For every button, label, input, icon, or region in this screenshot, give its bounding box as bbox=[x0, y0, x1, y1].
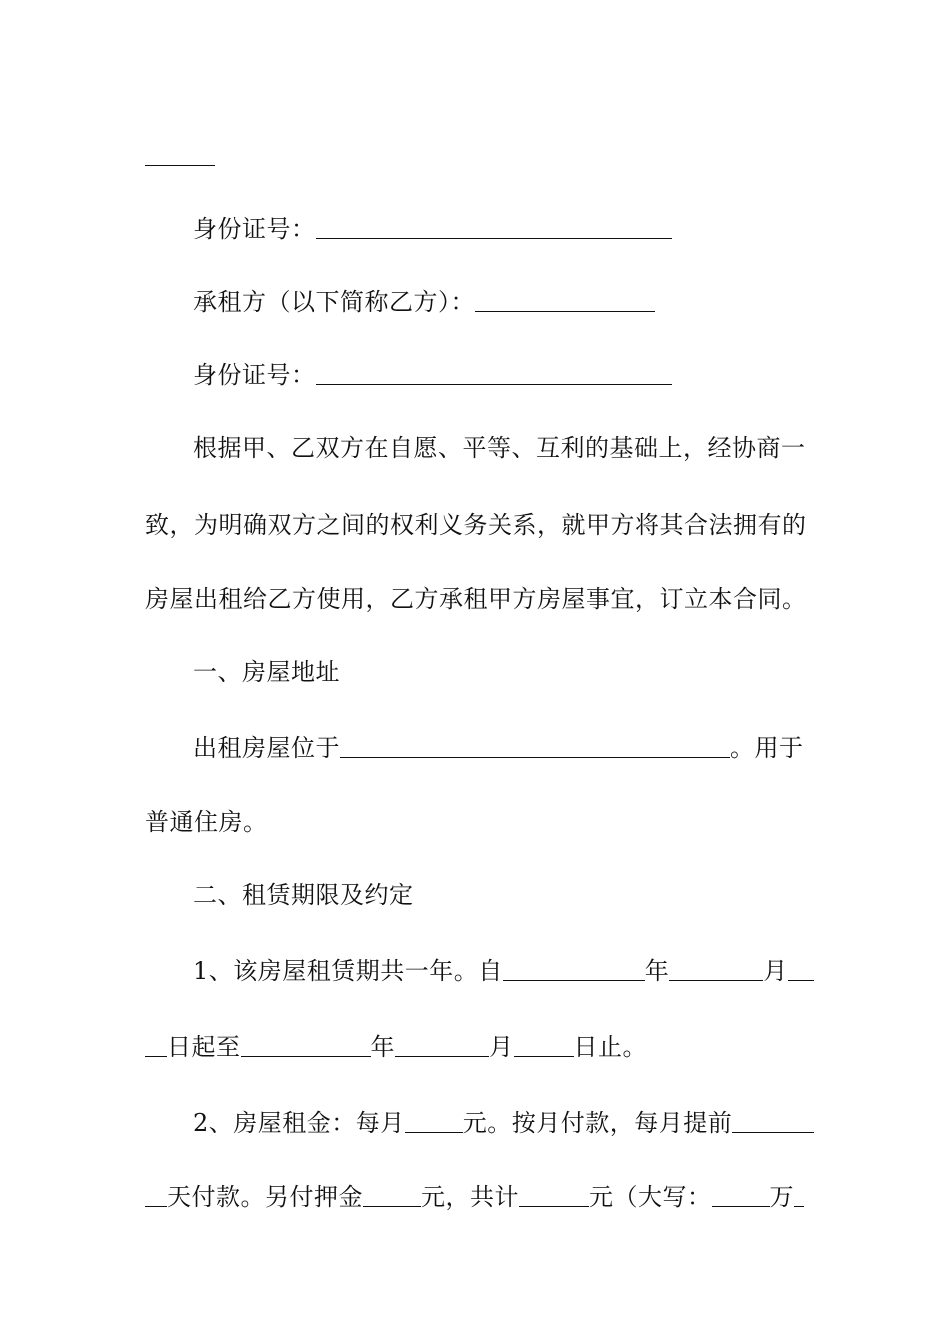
start-day-blank-part2[interactable] bbox=[145, 1034, 167, 1057]
end-year-label: 年 bbox=[370, 1033, 395, 1061]
capital-amount-label: 元（大写： bbox=[589, 1183, 712, 1211]
advance-days-blank-part2[interactable] bbox=[145, 1184, 167, 1207]
blank-field[interactable] bbox=[145, 143, 215, 166]
lessee-id-line bbox=[145, 359, 858, 391]
ten-thousand-blank[interactable] bbox=[712, 1184, 770, 1207]
section-1-title: 一、房屋地址 bbox=[193, 658, 340, 686]
section-1-heading bbox=[145, 656, 858, 688]
preamble-line-3 bbox=[145, 583, 810, 615]
end-day-label: 日止。 bbox=[573, 1033, 647, 1061]
total-blank[interactable] bbox=[519, 1184, 589, 1207]
term-line-1 bbox=[145, 955, 858, 987]
address-suffix: 。用于 bbox=[730, 734, 804, 762]
total-label: 元，共计 bbox=[421, 1183, 519, 1211]
monthly-rent-blank[interactable] bbox=[405, 1110, 463, 1133]
rent-payment-text: 元。按月付款，每月提前 bbox=[462, 1109, 733, 1137]
lessee-label: 承租方（以下简称乙方）： bbox=[193, 288, 475, 316]
start-year-blank[interactable] bbox=[503, 958, 645, 981]
ten-thousand-label: 万 bbox=[769, 1183, 794, 1211]
rent-line-1 bbox=[145, 1107, 858, 1139]
address-usage-line bbox=[145, 806, 810, 838]
preamble-line-2 bbox=[145, 509, 810, 541]
start-year-label: 年 bbox=[644, 957, 670, 985]
advance-days-blank-part1[interactable] bbox=[732, 1110, 814, 1133]
section-2-heading bbox=[145, 879, 858, 911]
lessee-id-label: 身份证号： bbox=[193, 361, 316, 389]
deposit-blank[interactable] bbox=[363, 1184, 421, 1207]
start-month-label: 月 bbox=[763, 957, 788, 985]
preamble-text-2: 致，为明确双方之间的权利义务关系，就甲方将其合法拥有的 bbox=[145, 511, 807, 539]
lessor-id-line bbox=[145, 213, 858, 245]
term-line-2 bbox=[145, 1031, 810, 1063]
lessor-id-label: 身份证号： bbox=[193, 215, 316, 243]
continuation-blank[interactable] bbox=[794, 1184, 804, 1207]
end-month-blank[interactable] bbox=[395, 1034, 489, 1057]
lessee-name-blank[interactable] bbox=[475, 289, 655, 312]
start-day-label: 日起至 bbox=[167, 1033, 241, 1061]
lessee-id-blank[interactable] bbox=[316, 362, 672, 385]
lessee-line bbox=[145, 286, 858, 318]
end-month-label: 月 bbox=[489, 1033, 514, 1061]
lessor-id-blank[interactable] bbox=[316, 216, 672, 239]
address-blank[interactable] bbox=[340, 735, 730, 758]
term-text-start: 1、该房屋租赁期共一年。自 bbox=[193, 957, 503, 985]
section-2-title: 二、租赁期限及约定 bbox=[193, 881, 414, 909]
preamble-text-1: 根据甲、乙双方在自愿、平等、互利的基础上，经协商一 bbox=[193, 434, 806, 462]
preamble-text-3: 房屋出租给乙方使用，乙方承租甲方房屋事宜，订立本合同。 bbox=[145, 585, 807, 613]
rent-label: 2、房屋租金：每月 bbox=[193, 1109, 405, 1137]
start-day-blank-part1[interactable] bbox=[788, 958, 814, 981]
rent-line-2 bbox=[145, 1181, 810, 1213]
start-month-blank[interactable] bbox=[669, 958, 763, 981]
preamble-line-1 bbox=[145, 432, 858, 464]
end-day-blank[interactable] bbox=[514, 1034, 574, 1057]
address-line bbox=[145, 732, 858, 764]
deposit-label: 天付款。另付押金 bbox=[167, 1183, 363, 1211]
address-label: 出租房屋位于 bbox=[193, 734, 340, 762]
address-usage-text: 普通住房。 bbox=[145, 808, 268, 836]
continued-blank-line bbox=[145, 140, 810, 172]
end-year-blank[interactable] bbox=[241, 1034, 371, 1057]
